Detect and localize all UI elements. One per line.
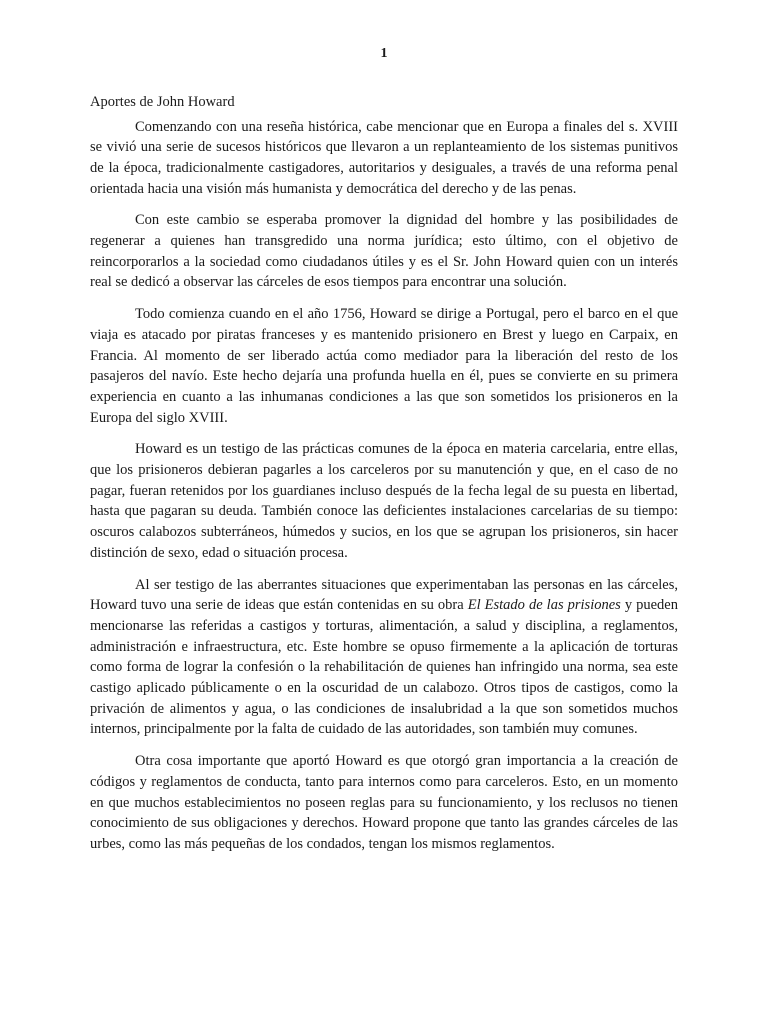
- paragraph-4: Howard es un testigo de las prácticas comunes de la época en materia carcelaria, entre ellas, que los prisioneros debieran pagarles a los carceleros por su manutención y que, en el caso de no pagar, fueran retenidos por los guardianes incluso después de la fecha legal de su puesta en libertad, hasta que pagaran su deuda. También conoce las deficientes instalaciones carcelarias de su tiempo: oscuros calabozos subterráneos, húmedos y sucios, en los que se agrupan los prisioneros, sin hacer distinción de sexo, edad o situación procesa.: [90, 441, 678, 561]
- paragraph-3: Todo comienza cuando en el año 1756, Howard se dirige a Portugal, pero el barco en el que viaja es atacado por piratas franceses y es mantenido prisionero en Brest y luego en Carpaix, en Francia. Al momento de ser liberado actúa como mediador para la liberación del resto de los pasajeros del navío. Este hecho dejaría una profunda huella en él, pues se convierte en su primera experiencia en cuanto a las inhumanas condiciones a las que son sometidos los prisioneros en la Europa del siglo XVIII.: [90, 306, 678, 426]
- document-body: [90, 92, 678, 866]
- paragraph-2: Con este cambio se esperaba promover la dignidad del hombre y las posibilidades de regenerar a quienes han transgredido una norma jurídica; esto último, con el objetivo de reincorporarlos a la sociedad como ciudadanos útiles y es el Sr. John Howard quien con un interés real se dedicó a observar las cárceles de esos tiempos para encontrar una solución.: [90, 212, 678, 291]
- section-heading: Aportes de John Howard: [90, 94, 235, 110]
- page-number: 1: [380, 46, 388, 61]
- paragraph-5-text-start: Al ser testigo de las aberrantes situaciones que experimentaban las personas en las cárceles, Howard tuvo una serie de ideas que están contenidas en su obra: [90, 576, 678, 614]
- paragraph-5: [90, 575, 678, 741]
- paragraph-5-text-end: y pueden mencionarse las referidas a castigos y torturas, alimentación, a salud y disciplina, a reglamentos, administración e infraestructura, etc. Este hombre se opuso firmemente a la aplicación de torturas como forma de lograr la confesión o la rehabilitación de quienes han infringido una norma, sea este castigo aplicado públicamente o en la oscuridad de un calabozo. Otros tipos de castigos, como la privación de alimentos y agua, o las condiciones de insalubridad a la que son sometidos muchos internos, principalmente por la falta de cuidado de las autoridades, son también muy comunes.: [90, 597, 678, 738]
- book-title: El Estado de las prisiones: [467, 597, 621, 614]
- paragraph-6: Otra cosa importante que aportó Howard es que otorgó gran importancia a la creación de códigos y reglamentos de conducta, tanto para internos como para carceleros. Esto, en un momento en que muchos establecimientos no poseen reglas para su funcionamiento, y los reclusos no tienen conocimiento de sus obligaciones y derechos. Howard propone que tanto las grandes cárceles de las urbes, como las más pequeñas de los condados, tengan los mismos reglamentos.: [90, 753, 678, 852]
- paragraph-1: Comenzando con una reseña histórica, cabe mencionar que en Europa a finales del s. XVIII se vivió una serie de sucesos históricos que llevaron a un replanteamiento de los sistemas punitivos de la época, tradicionalmente castigadores, autoritarios y desiguales, a través de una reforma penal orientada hacia una visión más humanista y democrática del derecho y de las penas.: [90, 118, 678, 197]
